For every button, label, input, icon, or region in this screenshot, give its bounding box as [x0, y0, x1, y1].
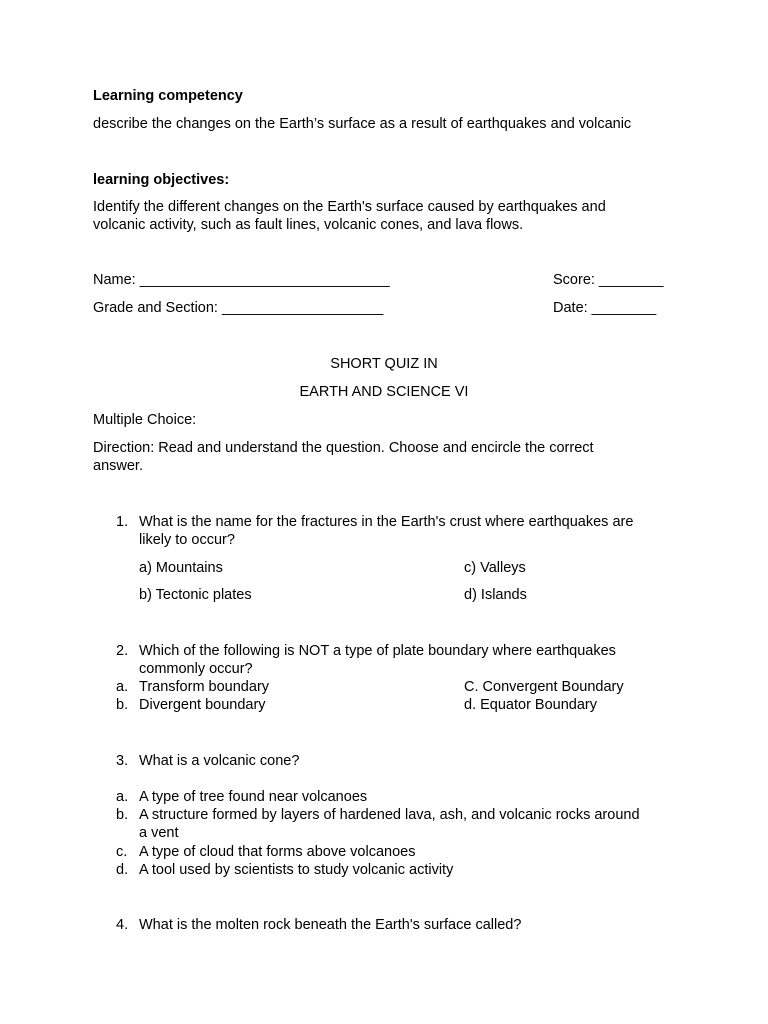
question-3-choice-b-marker: b. [116, 807, 129, 823]
question-2-choice-d: d. Equator Boundary [464, 697, 598, 713]
question-2-line-2: commonly occur? [139, 661, 253, 677]
question-3-choice-d: A tool used by scientists to study volcanic activity [139, 862, 454, 878]
direction-line-2: answer. [93, 458, 143, 474]
date-field: Date: ________ [553, 300, 657, 316]
question-3-choice-a-marker: a. [116, 789, 129, 805]
question-3-choice-b-line-1: A structure formed by layers of hardened lava, ash, and volcanic rocks around [139, 807, 640, 823]
question-3-choice-c-marker: c. [116, 844, 128, 860]
competency-heading: Learning competency [93, 88, 243, 104]
question-1-line-2: likely to occur? [139, 532, 235, 548]
quiz-title-line-1: SHORT QUIZ IN [330, 356, 438, 372]
question-2-line-1: Which of the following is NOT a type of plate boundary where earthquakes [139, 643, 616, 659]
question-3-line-1: What is a volcanic cone? [139, 753, 300, 769]
question-1-choice-d: d) Islands [464, 587, 527, 603]
objectives-heading: learning objectives: [93, 172, 230, 188]
question-3-choice-d-marker: d. [116, 862, 129, 878]
question-4-number: 4. [116, 917, 129, 933]
competency-text: describe the changes on the Earth’s surface as a result of earthquakes and volcanic [93, 116, 632, 132]
quiz-title-line-2: EARTH AND SCIENCE VI [299, 384, 469, 400]
grade-section-field: Grade and Section: ____________________ [93, 300, 384, 316]
question-1-line-1: What is the name for the fractures in the Earth's crust where earthquakes are [139, 514, 634, 530]
question-3-choice-c: A type of cloud that forms above volcanoes [139, 844, 416, 860]
objectives-line-1: Identify the different changes on the Earth's surface caused by earthquakes and [93, 199, 606, 215]
question-2-choice-a-marker: a. [116, 679, 129, 695]
question-2-choice-a: Transform boundary [139, 679, 270, 695]
question-2-number: 2. [116, 643, 129, 659]
question-1-number: 1. [116, 514, 129, 530]
question-1-choice-c: c) Valleys [464, 560, 526, 576]
question-3-number: 3. [116, 753, 129, 769]
question-2-choice-b-marker: b. [116, 697, 129, 713]
name-field: Name: _______________________________ [93, 272, 390, 288]
question-4-line-1: What is the molten rock beneath the Earth's surface called? [139, 917, 522, 933]
score-field: Score: ________ [553, 272, 664, 288]
question-3-choice-a: A type of tree found near volcanoes [139, 789, 368, 805]
question-1-choice-b: b) Tectonic plates [139, 587, 252, 603]
direction-line-1: Direction: Read and understand the question. Choose and encircle the correct [93, 440, 594, 456]
question-1-choice-a: a) Mountains [139, 560, 223, 576]
question-2-choice-c: C. Convergent Boundary [464, 679, 624, 695]
question-2-choice-b: Divergent boundary [139, 697, 266, 713]
objectives-line-2: volcanic activity, such as fault lines, volcanic cones, and lava flows. [93, 217, 524, 233]
quiz-type: Multiple Choice: [93, 412, 197, 428]
question-3-choice-b-line-2: a vent [139, 825, 179, 841]
